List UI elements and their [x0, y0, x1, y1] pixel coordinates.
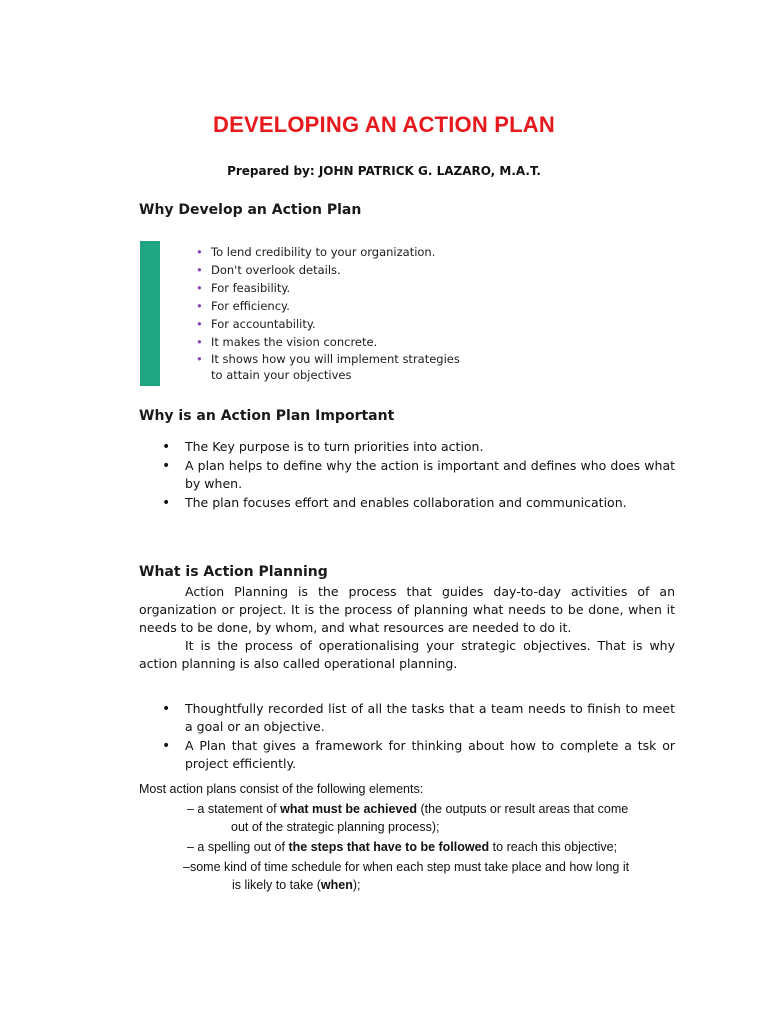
list-item: • The plan focuses effort and enables collaboration and communication. [162, 494, 675, 512]
list-item: • For feasibility. [196, 279, 460, 297]
prepared-by: Prepared by: JOHN PATRICK G. LAZARO, M.A.T. [227, 164, 541, 178]
paragraph-text: Action Planning is the process that guides day-to-day activities of an organization or project. It is the process of planning what needs to be done, when it needs to be done, by whom, and what resources are needed to do it. [139, 584, 675, 635]
element-text: (the outputs or result areas that come [416, 802, 629, 816]
element-text: –some kind of time schedule for when each step must take place and how long it [183, 860, 630, 874]
element-text: is likely to take ( [232, 878, 321, 892]
accent-bar [140, 241, 160, 386]
list-item-line: to attain your objectives [211, 368, 352, 382]
element-item [139, 858, 699, 894]
element-text: – a spelling out of [187, 840, 289, 854]
elements-section [139, 780, 699, 894]
element-bold: when [320, 878, 353, 892]
why-develop-list [196, 243, 460, 383]
list-item: • Thoughtfully recorded list of all the tasks that a team needs to finish to meet a goal or an objective. [162, 700, 675, 736]
element-continuation: out of the strategic planning process); [231, 820, 440, 834]
list-item: • For efficiency. [196, 297, 460, 315]
element-text: – a statement of [187, 802, 281, 816]
what-is-list [162, 700, 675, 773]
paragraph [139, 637, 675, 673]
element-item [139, 838, 699, 856]
section-heading-why-important: Why is an Action Plan Important [139, 408, 395, 424]
list-item: • A Plan that gives a framework for thinking about how to complete a tsk or project efficiently. [162, 737, 675, 773]
list-item: • Don't overlook details. [196, 261, 460, 279]
list-item: • It makes the vision concrete. [196, 333, 460, 351]
paragraph [139, 583, 675, 637]
document-title: DEVELOPING AN ACTION PLAN [213, 112, 555, 137]
list-item [196, 351, 460, 383]
list-item-line: It shows how you will implement strategies [211, 352, 460, 366]
list-item: • The Key purpose is to turn priorities into action. [162, 438, 675, 456]
element-text: ); [352, 878, 361, 892]
why-important-list [162, 438, 675, 512]
element-item [139, 800, 699, 836]
list-item: • A plan helps to define why the action is important and defines who does what by when. [162, 457, 675, 493]
section-heading-why-develop: Why Develop an Action Plan [139, 202, 362, 218]
element-bold: the steps that have to be followed [288, 840, 490, 854]
list-item: • To lend credibility to your organization. [196, 243, 460, 261]
paragraph-text: It is the process of operationalising your strategic objectives. That is why action planning is also called operational planning. [139, 638, 675, 671]
section-heading-what-is: What is Action Planning [139, 564, 328, 580]
element-text: to reach this objective; [489, 840, 618, 854]
list-item: • For accountability. [196, 315, 460, 333]
element-bold: what must be achieved [280, 802, 417, 816]
element-continuation [183, 876, 699, 894]
elements-intro: Most action plans consist of the following elements: [139, 782, 424, 796]
